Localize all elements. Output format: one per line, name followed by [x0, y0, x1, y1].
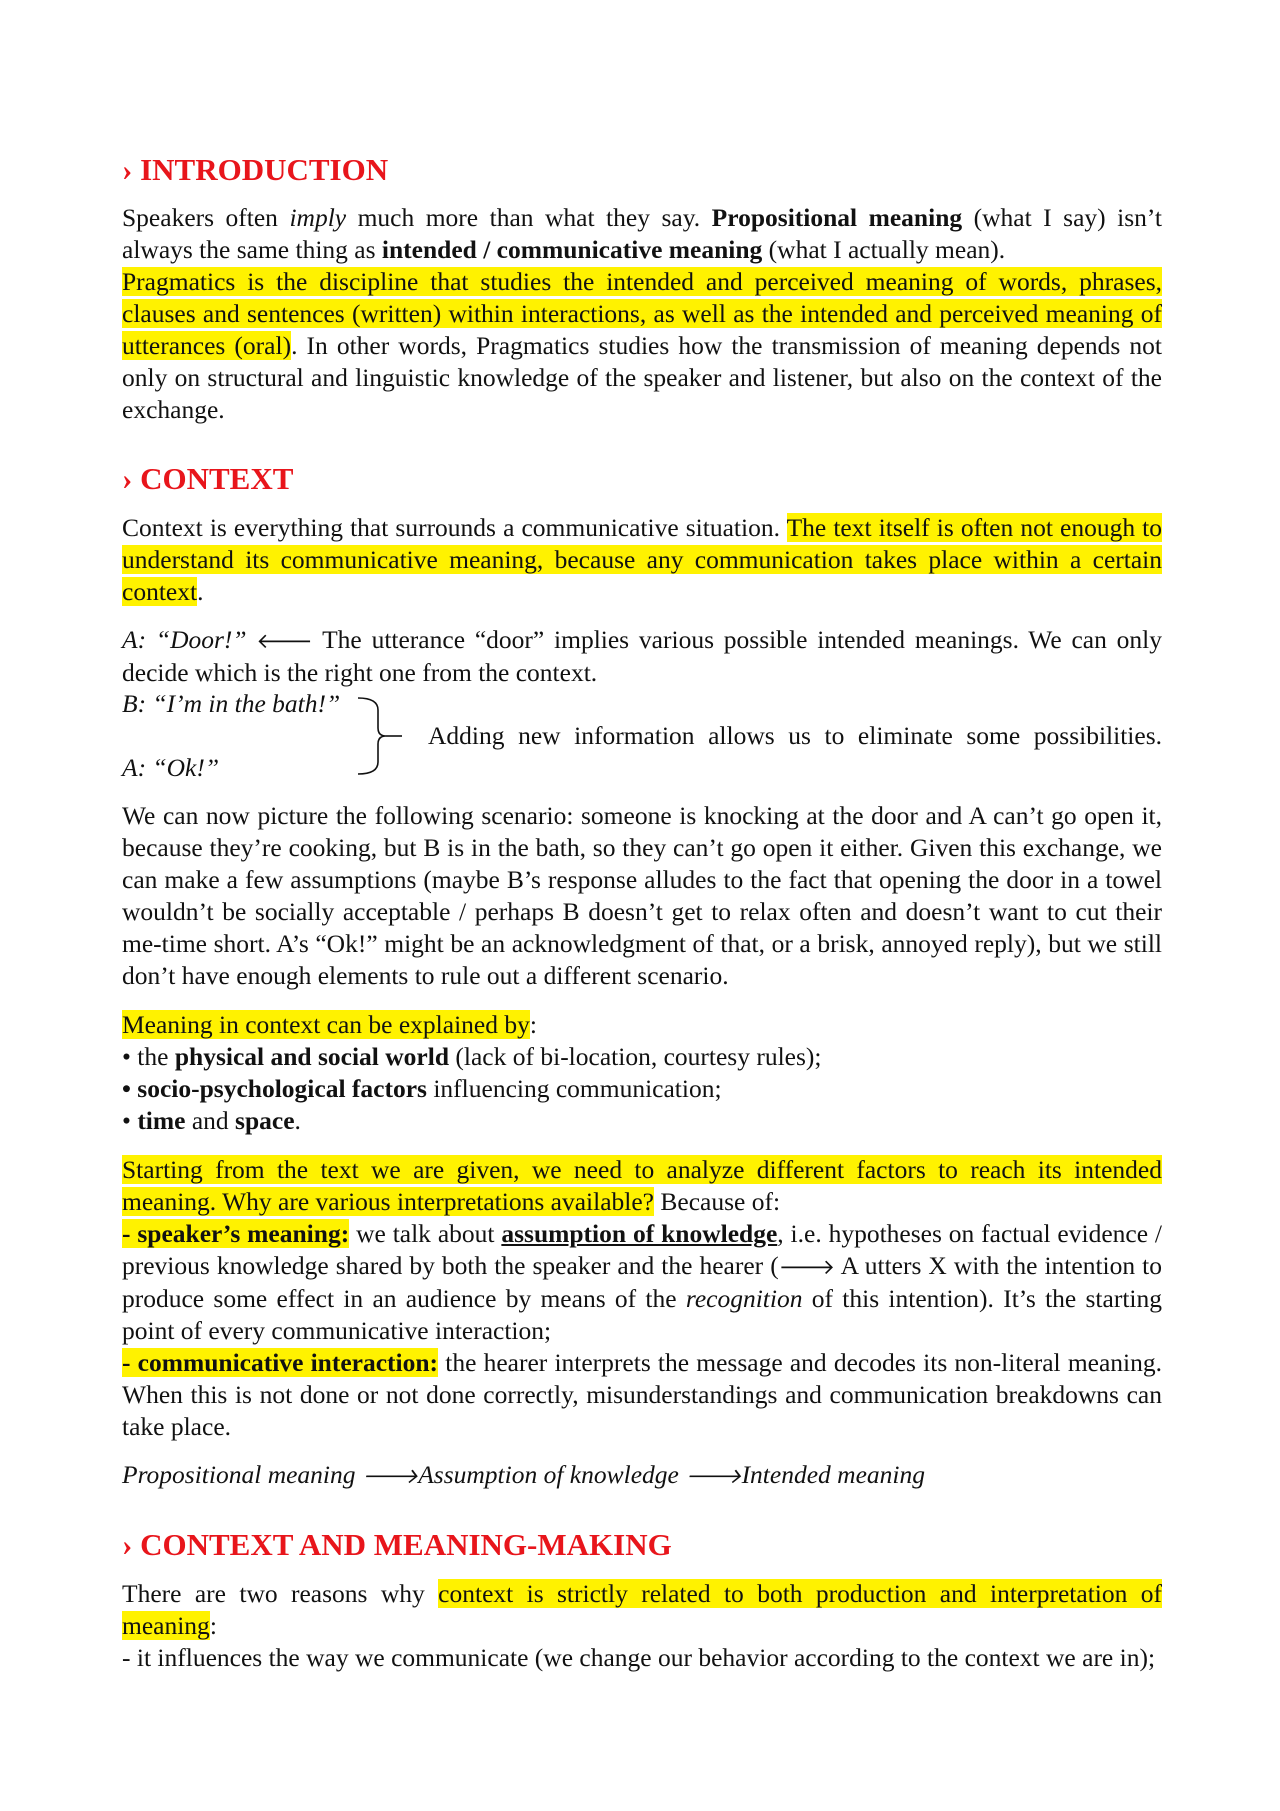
- highlighted-text: Meaning in context can be explained by: [122, 1010, 530, 1039]
- text-run: Because of:: [654, 1187, 781, 1216]
- text-run: :: [209, 1611, 217, 1640]
- meaning-list: [122, 1009, 1162, 1137]
- dialogue-line-a2: A: “Ok!”: [122, 753, 220, 782]
- text-run: Propositional meaning: [122, 1460, 362, 1489]
- text-run: space: [235, 1106, 295, 1135]
- highlighted-text: Pragmatics is the discipline that studies the intended and perceived meaning of words, phrases, clauses and sentences (written) within interactions, as well as the intended and perceived meaning of utterances (oral): [122, 267, 1162, 360]
- text-run: recognition: [685, 1284, 803, 1313]
- text-run: (what I say) isn’t always the same thing as: [122, 203, 1162, 264]
- highlighted-text: context is strictly related to both production and interpretation of meaning: [122, 1579, 1162, 1640]
- text-run: . In other words, Pragmatics studies how the transmission of meaning depends not only on structural and linguistic knowledge of the speaker and listener, but also on the context of the exchange.: [122, 331, 1162, 424]
- text-run: A: “Door!”: [122, 625, 247, 654]
- communicative-interaction-item: [122, 1347, 1162, 1443]
- interpretations-block: [122, 1154, 1162, 1443]
- text-run: A utters X with the intention to produce some effect in an audience by means of the: [122, 1251, 1163, 1313]
- text-run: Speakers often: [122, 203, 290, 232]
- text-run: the hearer interprets the message and decodes its non-literal meaning. When this is not done or not done correctly, misunderstandings and communication breakdowns can take place.: [122, 1348, 1163, 1441]
- scenario-paragraph: We can now picture the following scenario: someone is knocking at the door and A can’t go open it, because they’re cooking, but B is in the bath, so they can’t go open it either. Given this exchange, we can make a few assumptions (maybe B’s response alludes to the fact that opening the door in a towel wouldn’t be socially acceptable / perhaps B doesn’t get to relax often and doesn’t want to cut their me-time short. A’s “Ok!” might be an acknowledgment of that, or a brisk, annoyed reply), but we still don’t have enough elements to rule out a different scenario.: [122, 801, 1162, 990]
- arrow-left-icon: 🡐: [256, 629, 313, 653]
- text-run: intended / communicative meaning: [381, 235, 763, 264]
- highlighted-text: Starting from the text we are given, we need to analyze different factors to reach its intended meaning. Why are various interpretations available?: [122, 1155, 1162, 1216]
- right-brace-icon: [356, 696, 406, 776]
- text-run: • the: [122, 1042, 175, 1071]
- cmm-reason-1: - it influences the way we communicate (we change our behavior according to the context we are in);: [122, 1643, 1156, 1672]
- arrow-right-icon: 🡒: [778, 1255, 836, 1279]
- text-run: assumption of knowledge: [501, 1219, 778, 1248]
- cmm-intro: [122, 1578, 1162, 1642]
- list-item: [122, 1041, 1162, 1073]
- speakers-meaning-item: [122, 1218, 1162, 1347]
- pragmatics-definition: [122, 266, 1162, 426]
- heading-context-meaning-making: › CONTEXT AND MEANING-MAKING: [122, 1527, 672, 1562]
- text-run: , i.e. hypotheses on factual evidence / previous knowledge shared by both the speaker and the hearer (: [122, 1219, 1163, 1280]
- dialogue-line-b: B: “I’m in the bath!”: [122, 689, 341, 718]
- text-run: (what I actually mean).: [762, 235, 1006, 264]
- dialogue-annotation: Adding new information allows us to eliminate some possibilities.: [428, 721, 1162, 750]
- intro-paragraph: [122, 202, 1162, 266]
- text-run: .: [197, 577, 204, 606]
- text-run: Intended meaning: [741, 1460, 925, 1489]
- text-run: we talk about: [349, 1219, 502, 1248]
- text-run: The utterance “door” implies various possible intended meanings. We can only decide which is the right one from the context.: [122, 625, 1163, 687]
- dialogue-line-a1: [122, 624, 1162, 689]
- text-run: influencing communication;: [426, 1074, 722, 1103]
- text-run: Context is everything that surrounds a communicative situation.: [122, 513, 787, 542]
- text-run: Assumption of knowledge: [418, 1460, 686, 1489]
- highlighted-text: - communicative interaction:: [122, 1348, 439, 1377]
- heading-context: › CONTEXT: [122, 461, 294, 496]
- highlighted-text: - speaker’s meaning:: [122, 1219, 350, 1248]
- context-definition: [122, 512, 1162, 608]
- text-run: (lack of bi-location, courtesy rules);: [449, 1042, 822, 1071]
- text-run: :: [529, 1010, 537, 1039]
- text-run: of this intention). It’s the starting point of every communicative interaction;: [122, 1284, 1162, 1345]
- text-run: imply: [289, 203, 347, 232]
- text-run: time: [137, 1106, 186, 1135]
- text-run: physical and social world: [174, 1042, 450, 1071]
- highlighted-text: The text itself is often not enough to understand its communicative meaning, because any communication takes place within a certain context: [122, 513, 1162, 606]
- dialogue-example: [122, 624, 1162, 784]
- text-run: • socio-psychological factors: [122, 1074, 427, 1103]
- arrow-right-icon: 🡒: [685, 1464, 742, 1488]
- list-item: [122, 1073, 1162, 1105]
- text-run: much more than what they say.: [346, 203, 712, 232]
- text-run: Propositional meaning: [711, 203, 963, 232]
- heading-introduction: › INTRODUCTION: [122, 152, 389, 187]
- text-run: .: [294, 1106, 301, 1135]
- text-run: and: [185, 1106, 236, 1135]
- text-run: •: [122, 1106, 138, 1135]
- list-item: [122, 1105, 1162, 1137]
- meaning-intro: [122, 1009, 1162, 1041]
- arrow-right-icon: 🡒: [361, 1464, 419, 1488]
- meaning-flow: [122, 1459, 1162, 1492]
- text-run: There are two reasons why: [122, 1579, 439, 1608]
- interpretations-intro: [122, 1154, 1162, 1218]
